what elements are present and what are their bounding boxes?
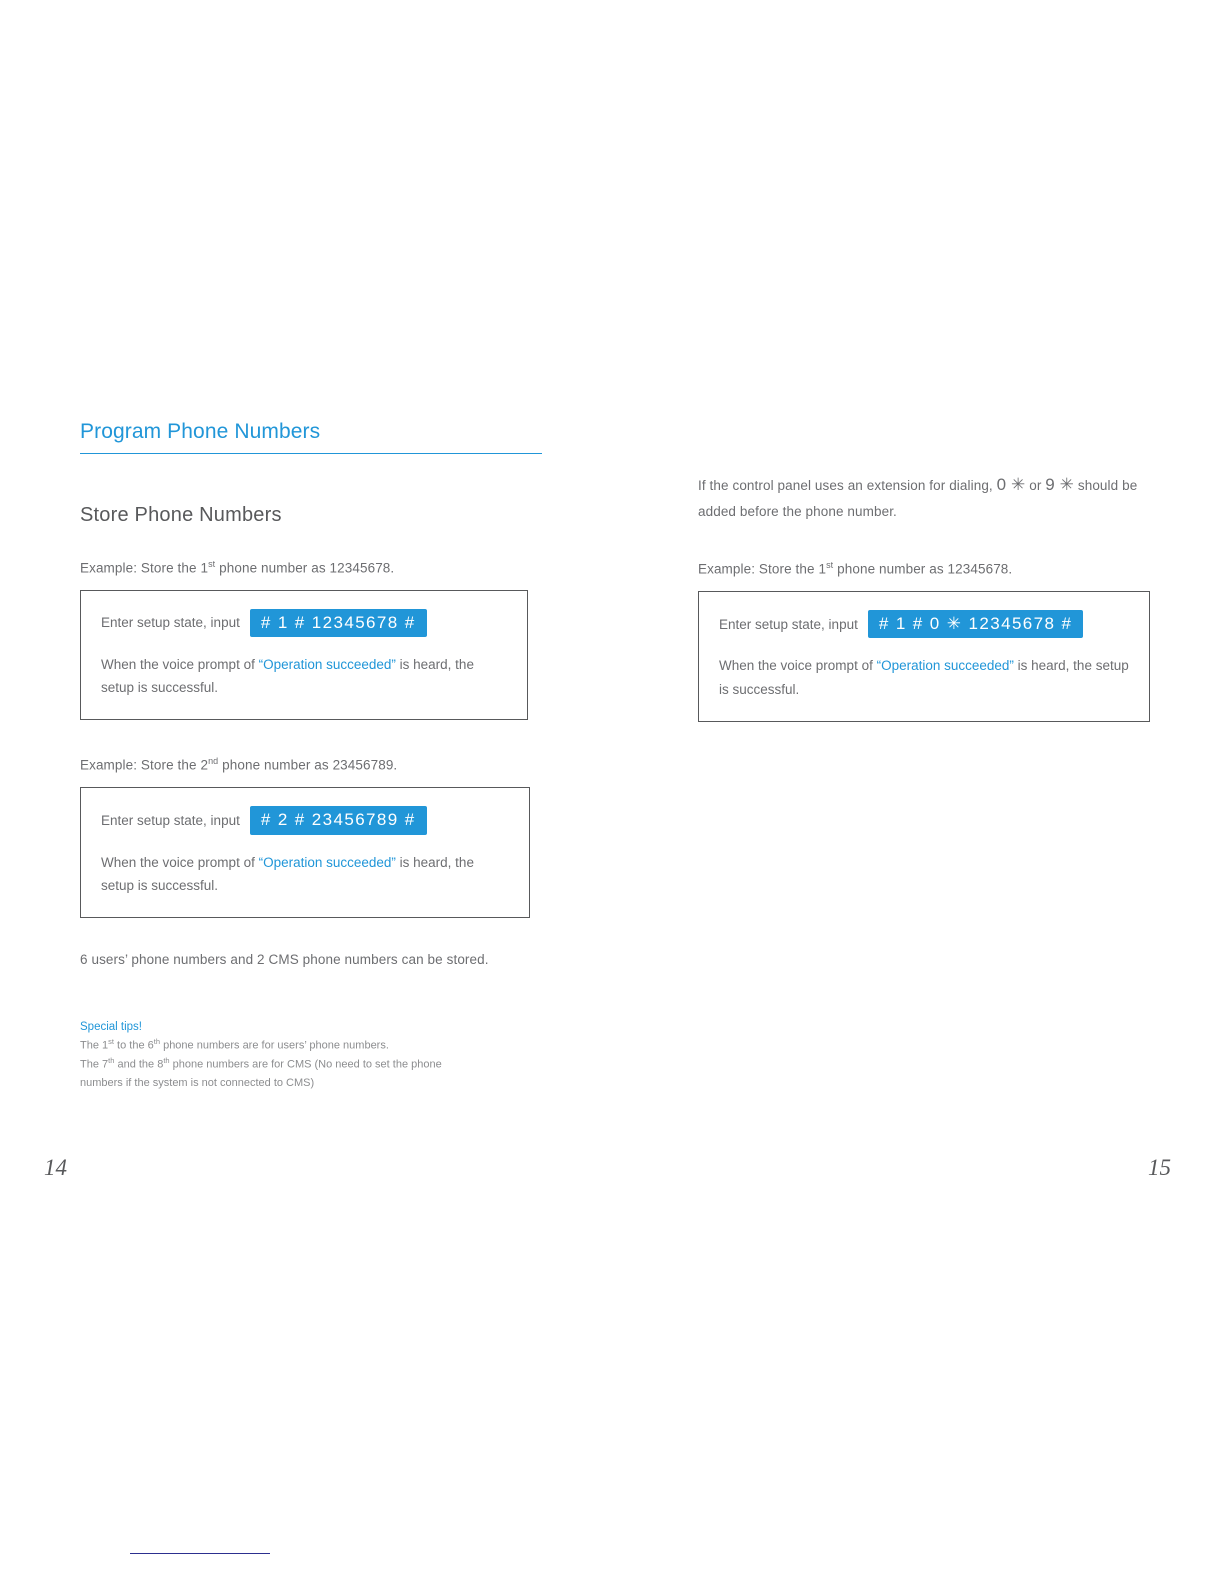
note-2-part1: When the voice prompt of	[101, 854, 259, 870]
tips-l1-sup1: st	[108, 1036, 114, 1046]
key-0-star: 0 ✳	[996, 475, 1026, 494]
note-2-part2: is heard, the setup is successful.	[101, 854, 474, 893]
tips-l2-sup2: th	[163, 1056, 170, 1066]
instruction-box-1-note	[101, 653, 507, 699]
instruction-box-1-label: Enter setup state, input	[101, 615, 240, 631]
left-page-column	[80, 420, 550, 1093]
instruction-box-2-note	[101, 851, 509, 897]
right-example-caption	[698, 560, 1173, 577]
page-number-right: 15	[1148, 1155, 1171, 1180]
instruction-box-2-label: Enter setup state, input	[101, 812, 240, 828]
key-9-star: 9 ✳	[1045, 475, 1075, 494]
right-example-ordinal: st	[826, 560, 834, 571]
intro-b: or	[1025, 478, 1046, 493]
right-page-column	[698, 470, 1173, 722]
instruction-box-1-row	[101, 609, 507, 638]
special-tips-line-2	[80, 1055, 550, 1074]
example-1-caption-prefix: Example: Store the 1	[80, 560, 209, 576]
example-2-caption-prefix: Example: Store the 2	[80, 757, 209, 773]
page-number-left: 14	[44, 1155, 67, 1180]
tips-l2-b: and the 8	[114, 1059, 164, 1072]
tips-l1-b: to the 6	[113, 1039, 154, 1052]
special-tips-line-1	[80, 1036, 550, 1055]
tips-l1-sup2: th	[153, 1036, 161, 1046]
instruction-box-2	[80, 787, 530, 918]
extension-intro	[698, 470, 1173, 524]
instruction-box-2-row	[101, 806, 509, 835]
note-3-part1: When the voice prompt of	[719, 658, 877, 674]
tips-l2-a: The 7	[80, 1059, 109, 1072]
footer-rule	[130, 1553, 270, 1554]
page-title: Program Phone Numbers	[80, 420, 542, 454]
subsection-title: Store Phone Numbers	[80, 504, 282, 526]
keypad-code-1: # 1 # 12345678 #	[250, 609, 427, 638]
special-tips-title: Special tips!	[80, 1020, 143, 1033]
tips-l1-a: The 1	[80, 1039, 109, 1052]
note-3-quote: “Operation succeeded”	[876, 658, 1014, 674]
note-3-part2: is heard, the setup is successful.	[719, 658, 1129, 697]
example-1-ordinal: st	[208, 559, 216, 569]
special-tips-line-3: numbers if the system is not connected to CMS)	[80, 1076, 315, 1089]
instruction-box-3-label: Enter setup state, input	[719, 616, 858, 632]
tips-l2-sup1: th	[108, 1056, 115, 1066]
keypad-code-2: # 2 # 23456789 #	[250, 806, 427, 835]
capacity-note: 6 users’ phone numbers and 2 CMS phone numbers can be stored.	[80, 951, 489, 967]
right-example-caption-suffix: phone number as 12345678.	[833, 561, 1013, 577]
example-2-caption-suffix: phone number as 23456789.	[218, 757, 398, 773]
instruction-box-3-note	[719, 654, 1129, 700]
example-1-caption-suffix: phone number as 12345678.	[215, 560, 395, 576]
example-1-caption	[80, 559, 550, 576]
instruction-box-1	[80, 590, 528, 721]
keypad-code-3: # 1 # 0 ✳ 12345678 #	[868, 610, 1084, 639]
intro-a: If the control panel uses an extension for dialing,	[698, 478, 997, 493]
tips-l2-c: phone numbers are for CMS (No need to set the phone	[169, 1059, 442, 1072]
note-1-part2: is heard, the setup is successful.	[101, 657, 474, 696]
instruction-box-3-row	[719, 610, 1129, 639]
tips-l1-c: phone numbers are for users’ phone numbers.	[160, 1039, 389, 1052]
example-2-caption	[80, 756, 550, 773]
right-example-caption-prefix: Example: Store the 1	[698, 561, 827, 577]
example-2-ordinal: nd	[208, 756, 219, 767]
note-1-quote: “Operation succeeded”	[258, 657, 396, 673]
note-2-quote: “Operation succeeded”	[258, 854, 396, 870]
instruction-box-3	[698, 591, 1150, 722]
intro-c: should be added before the phone number.	[698, 478, 1138, 520]
note-1-part1: When the voice prompt of	[101, 657, 259, 673]
special-tips-block	[80, 1021, 550, 1093]
